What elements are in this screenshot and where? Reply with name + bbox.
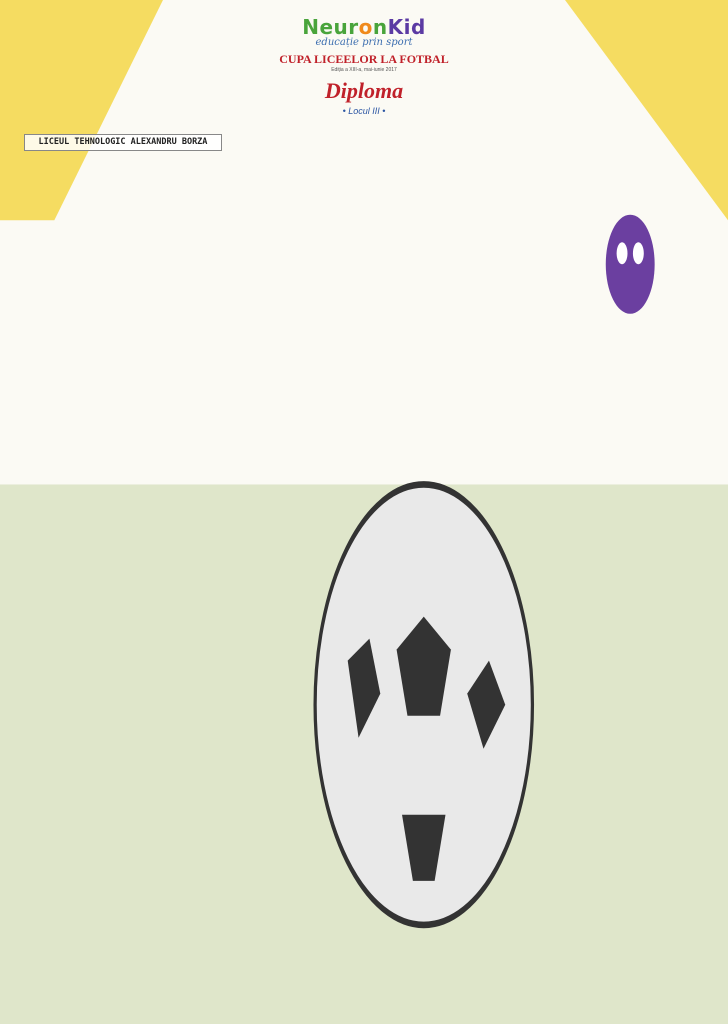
football-cup-diploma — [0, 0, 449, 188]
diploma-title: Diploma — [324, 78, 404, 103]
diploma-brand-o: o — [358, 15, 373, 39]
diploma-brand-n: n — [372, 15, 388, 39]
diploma-brand-neur: Neur — [302, 15, 359, 39]
diploma-brand-kid: Kid — [387, 15, 426, 39]
diploma-cup-name: CUPA LICEELOR LA FOTBAL — [279, 52, 449, 66]
diploma-tagline: educație prin sport — [315, 37, 413, 48]
diploma-school-name: LICEUL TEHNOLOGIC ALEXANDRU BORZA — [24, 134, 222, 151]
diploma-edition: Ediția a XIII-a, mai-iunie 2017 — [331, 67, 397, 73]
diploma-place: • Locul III • — [342, 106, 386, 116]
diploma-brand — [0, 15, 728, 39]
